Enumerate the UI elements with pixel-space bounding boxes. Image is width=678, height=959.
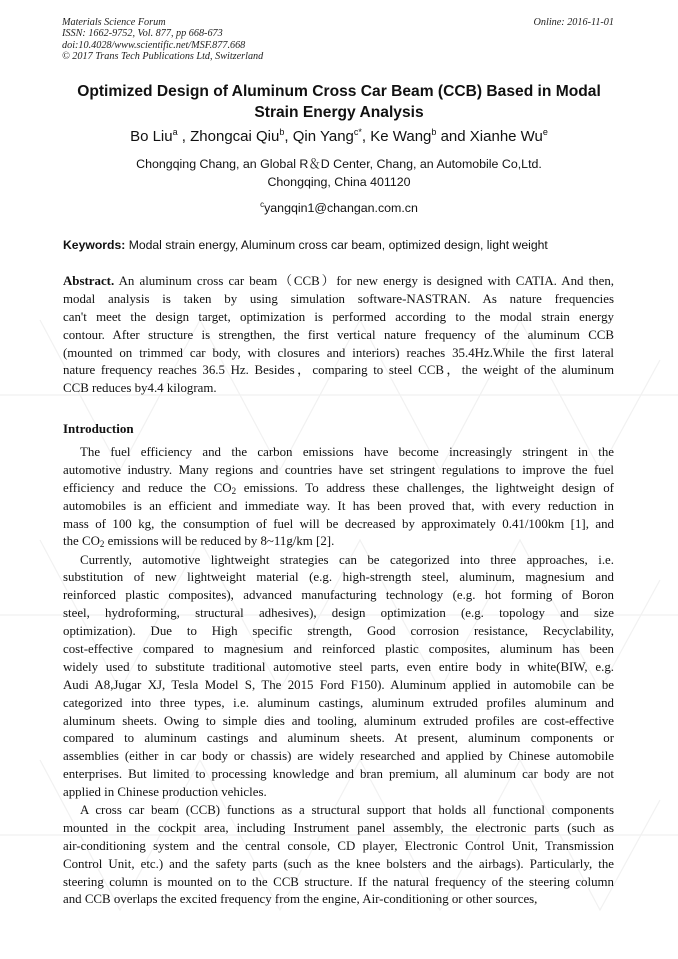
text-line: categorized into three types, i.e. aluminum castings, aluminum extruded profiles aluminum and [63,695,614,710]
text-line: cost-effective compared to magnesium and reinforced plastic composites, aluminum has been [63,641,614,656]
title-line-1: Optimized Design of Aluminum Cross Car Beam (CCB) Based in Modal [77,83,601,100]
affiliation [40,155,638,191]
text-line: widely used to substitute traditional automotive steel parts, even entire body in white(BIW, e.g. [63,659,614,674]
text-line: can't meet the design target, optimization is performed according to the modal strain energy [63,309,614,324]
text-line: (mounted on trimmed car body, with closures and interiors) reaches 35.4Hz.While the first lateral [63,345,614,360]
text-line: automobiles is an efficient and immediate way. It has been proved that, with every reduction in [63,498,614,513]
journal-header [62,17,614,62]
abstract-paragraph [63,273,614,398]
text-line: compared to aluminum castings and aluminum sheets. At present, aluminum components or [63,731,614,746]
intro-paragraph-2 [63,552,614,802]
text-line: the $CO_2$ emissions will be reduced by 8~11g/km [2]. [63,534,335,550]
author-name: Xianhe Wu [469,128,543,145]
copyright-line: © 2017 Trans Tech Publications Ltd, Switzerland [62,50,264,62]
issn-line: ISSN: 1662-9752, Vol. 877, pp 668-673 [62,28,223,40]
subscript: 2 [231,485,237,496]
author-separator: and [436,128,470,145]
author-name: Bo Liu [130,128,173,145]
text-line: steel, hydroforming, structural adhesives), design optimization (e.g. topology and size [63,606,614,621]
paper-title [40,81,638,123]
email-superscript: c [260,200,265,209]
text-line: air-conditioning system and the central console, CD player, Electronic Control Unit, Transmission [63,838,614,853]
author-name: Ke Wang [370,128,432,145]
online-date: Online: 2016-11-01 [533,17,614,28]
author-affiliation-mark: a [172,127,178,137]
text-line: automotive industry. Many regions and countries have set stringent regulations to improve the fuel [63,462,614,477]
text-line: reinforced plastic composites), advanced manufacturing technology (e.g. hot forming of Boron [63,588,614,603]
section-heading-introduction: Introduction [63,421,134,436]
text-line: modal analysis is taken by using simulation software-NASTRAN. As nature frequencies [63,291,614,306]
text-line: A cross car beam (CCB) functions as a structural support that holds all functional components [80,803,614,817]
title-line-2: Strain Energy Analysis [254,104,424,121]
text-line: contour. After structure is strengthen, the first vertical nature frequency of the aluminum CCB [63,327,614,342]
text-line: optimization). Due to High specific strength, Good corrosion resistance, Recyclability, [63,624,614,639]
author-affiliation-mark: c* [353,127,362,137]
text-line: mounted in the cockpit area, including Instrument panel assembly, the electronic parts (such as [63,820,614,835]
author-separator: , [284,128,293,145]
text-line: mass of 100 kg, the consumption of fuel will be decreased by approximately 0.41/100km [1], and [63,516,614,531]
text-line: and CCB overlaps the excited frequency from the engine, Air-conditioning or other sources, [63,892,538,907]
journal-name: Materials Science Forum [62,17,166,28]
text-line: Control Unit, etc.) and the safety parts (such as the knee bolsters and the airbags). Particularly, the [63,856,614,871]
text-line: CCB reduces by4.4 kilogram. [63,381,217,396]
author-name: Zhongcai Qiu [190,128,280,145]
text-line: efficiency and reduce the $CO_2$ emissions. To address these challenges, the lightweight design of [63,480,614,496]
author-email [40,200,638,216]
keywords-line [63,237,615,253]
text-line: enterprises. But limited to processing knowledge and bran premium, all aluminum car body are not [63,767,614,782]
text-line: steering column is mounted on to the CCB structure. If the natural frequency of the steering column [63,874,614,889]
author-separator: , [361,128,371,145]
text-line: Audi A8,Jugar XJ, Tesla Model S, The 2015 Ford F150). Aluminum applied in automobile can be [63,677,614,692]
intro-paragraph-3 [63,802,614,909]
text-line: aluminum sheets. Owing to simple dies and tooling, aluminum extruded profiles are cost-effective [63,713,614,728]
text-line: Abstract. An aluminum cross car beam（CCB）for new energy is designed with CATIA. And then, [63,274,614,288]
subscript: 2 [99,539,105,550]
doi-line: doi:10.4028/www.scientific.net/MSF.877.668 [62,39,246,51]
author-separator: , [177,128,191,145]
author-list [40,128,638,146]
affiliation-line-2: Chongqing, China 401120 [267,175,411,189]
text-line: assemblies (either in car body or chassis) are widely researched and applied by Chinese automobile [63,749,614,764]
keywords-text: Modal strain energy, Aluminum cross car beam, optimized design, light weight [125,238,548,252]
abstract-label: Abstract. [63,274,115,288]
author-affiliation-mark: b [431,127,437,137]
text-line: substitution of new lightweight material (e.g. high-strength steel, aluminum, magnesium and [63,570,614,585]
intro-paragraph-1 [63,444,614,551]
keywords-label: Keywords: [63,238,126,252]
text-line: nature frequency reaches 36.5 Hz. Besides，comparing to steel CCB，the weight of the aluminum [63,363,614,378]
author-affiliation-mark: e [542,127,548,137]
author-affiliation-mark: b [279,127,285,137]
email-address: yangqin1@changan.com.cn [264,201,418,215]
text-line: The fuel efficiency and the carbon emissions have become increasingly stringent in the [80,445,614,459]
author-name: Qin Yang [292,128,354,145]
text-line: applied in Chinese production vehicles. [63,785,267,800]
affiliation-line-1: Chongqing Chang, an Global R＆D Center, Chang, an Automobile Co,Ltd. [136,157,542,171]
text-line: Currently, automotive lightweight strategies can be categorized into three approaches, i.e. [80,552,614,567]
